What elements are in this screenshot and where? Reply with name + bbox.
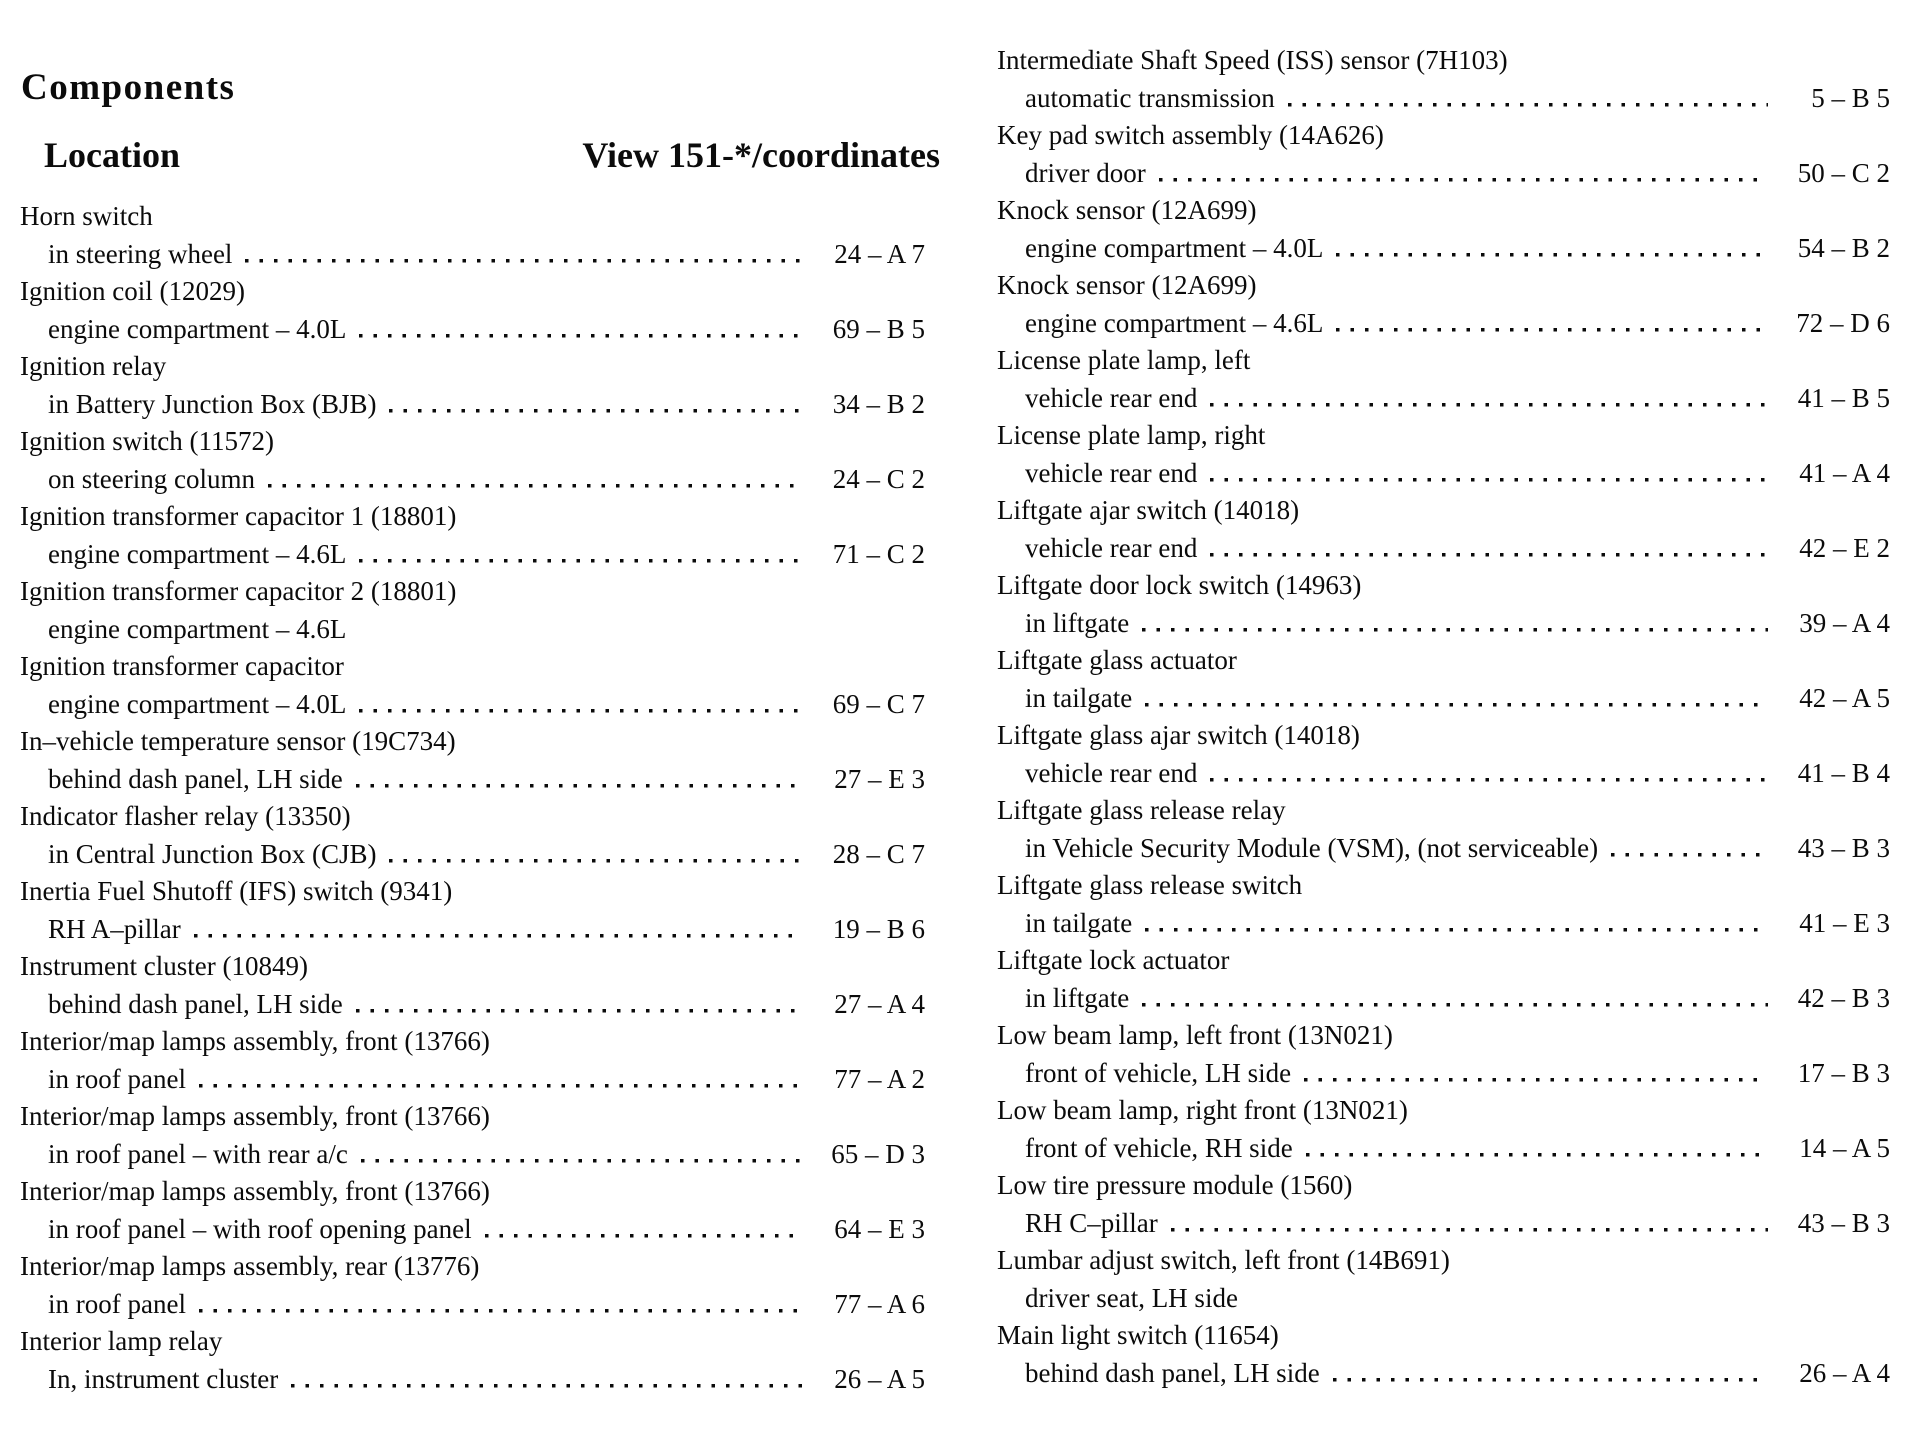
component-location-row <box>20 461 925 499</box>
component-location-row <box>997 1355 1890 1393</box>
component-entry <box>997 567 1890 642</box>
component-location: vehicle rear end <box>1025 382 1198 413</box>
component-location-row <box>997 80 1890 118</box>
component-location: engine compartment – 4.0L <box>48 313 347 344</box>
component-entry <box>997 792 1890 867</box>
component-entry <box>20 1023 925 1098</box>
component-entry <box>20 798 925 873</box>
dotted-leader <box>1288 85 1768 106</box>
component-location-row <box>20 386 925 424</box>
component-name: Low beam lamp, right front (13N021) <box>997 1095 1408 1125</box>
component-location: behind dash panel, LH side <box>48 763 343 794</box>
component-name: Liftgate glass actuator <box>997 645 1237 675</box>
component-coordinate: 26 – A 5 <box>834 1363 925 1394</box>
component-location: vehicle rear end <box>1025 532 1198 563</box>
component-location: engine compartment – 4.6L <box>1025 307 1324 338</box>
column-headers-row <box>44 134 940 176</box>
component-location: front of vehicle, RH side <box>1025 1132 1293 1163</box>
component-location-row <box>20 836 925 874</box>
component-coordinate: 50 – C 2 <box>1797 157 1890 188</box>
component-entry <box>997 42 1890 117</box>
component-name: Lumbar adjust switch, left front (14B691) <box>997 1245 1450 1275</box>
component-location: driver door <box>1025 157 1146 188</box>
component-entry <box>997 267 1890 342</box>
component-location: engine compartment – 4.0L <box>48 688 347 719</box>
component-name: Liftgate glass release relay <box>997 795 1286 825</box>
component-name: Liftgate lock actuator <box>997 945 1230 975</box>
component-coordinate: 17 – B 3 <box>1797 1057 1890 1088</box>
component-coordinate: 77 – A 6 <box>834 1288 925 1319</box>
component-name: Ignition coil (12029) <box>20 276 245 306</box>
component-entry <box>997 1017 1890 1092</box>
component-name: Inertia Fuel Shutoff (IFS) switch (9341) <box>20 876 453 906</box>
component-location-row <box>997 305 1890 343</box>
dotted-leader <box>1611 835 1768 856</box>
component-name: Liftgate door lock switch (14963) <box>997 570 1362 600</box>
dotted-leader <box>1171 1210 1768 1231</box>
component-location: in roof panel – with roof opening panel <box>48 1213 472 1244</box>
component-coordinate: 41 – B 5 <box>1797 382 1890 413</box>
component-location-row <box>20 1361 925 1399</box>
component-location-row <box>997 380 1890 418</box>
component-entry <box>997 717 1890 792</box>
component-location-row <box>20 311 925 349</box>
view-coordinates-heading: View 151-*/coordinates <box>582 135 940 175</box>
component-entry <box>20 723 925 798</box>
component-entry <box>20 1323 925 1398</box>
dotted-leader <box>194 916 803 937</box>
dotted-leader <box>1333 1360 1768 1381</box>
component-location-row <box>997 230 1890 268</box>
component-location-row <box>20 1136 925 1174</box>
component-entry <box>20 423 925 498</box>
component-name: Ignition transformer capacitor 1 (18801) <box>20 501 457 531</box>
component-entry <box>20 1173 925 1248</box>
dotted-leader <box>1142 985 1768 1006</box>
component-coordinate: 34 – B 2 <box>832 388 925 419</box>
component-location: automatic transmission <box>1025 82 1275 113</box>
dotted-leader <box>356 766 803 787</box>
component-name: Liftgate glass ajar switch (14018) <box>997 720 1360 750</box>
component-name: Interior/map lamps assembly, front (13766) <box>20 1026 490 1056</box>
dotted-leader <box>199 1066 803 1087</box>
component-location: in Battery Junction Box (BJB) <box>48 388 377 419</box>
component-location: behind dash panel, LH side <box>48 988 343 1019</box>
component-entry <box>997 492 1890 567</box>
dotted-leader <box>359 691 803 712</box>
component-entry <box>20 648 925 723</box>
component-location: in liftgate <box>1025 982 1130 1013</box>
component-coordinate: 27 – A 4 <box>834 988 925 1019</box>
component-entry <box>997 942 1890 1017</box>
dotted-leader <box>1210 385 1768 406</box>
component-name: Low tire pressure module (1560) <box>997 1170 1353 1200</box>
component-location-row <box>997 455 1890 493</box>
component-name: Ignition relay <box>20 351 167 381</box>
location-heading: Location <box>44 135 181 175</box>
component-location-row <box>997 755 1890 793</box>
component-entry <box>997 867 1890 942</box>
component-location-row <box>997 530 1890 568</box>
component-entry <box>997 1317 1890 1392</box>
dotted-leader <box>291 1366 803 1387</box>
component-location-row <box>20 986 925 1024</box>
component-location: behind dash panel, LH side <box>1025 1357 1320 1388</box>
component-location-row <box>20 236 925 274</box>
component-location-row <box>20 611 925 649</box>
component-name: Interior/map lamps assembly, front (13766) <box>20 1101 490 1131</box>
component-location-row <box>997 1280 1890 1318</box>
component-entry <box>20 1098 925 1173</box>
component-name: Liftgate ajar switch (14018) <box>997 495 1300 525</box>
component-location-row <box>20 761 925 799</box>
component-entry <box>20 498 925 573</box>
component-name: License plate lamp, right <box>997 420 1266 450</box>
component-coordinate: 42 – E 2 <box>1799 532 1890 563</box>
component-entry <box>20 1248 925 1323</box>
component-location-row <box>997 980 1890 1018</box>
component-coordinate: 5 – B 5 <box>1811 82 1890 113</box>
component-location: vehicle rear end <box>1025 457 1198 488</box>
component-name: Knock sensor (12A699) <box>997 195 1257 225</box>
component-name: Low beam lamp, left front (13N021) <box>997 1020 1393 1050</box>
component-coordinate: 71 – C 2 <box>832 538 925 569</box>
component-name: License plate lamp, left <box>997 345 1251 375</box>
component-coordinate: 65 – D 3 <box>831 1138 925 1169</box>
component-coordinate: 41 – A 4 <box>1799 457 1890 488</box>
dotted-leader <box>1159 160 1768 181</box>
component-name: Ignition transformer capacitor <box>20 651 344 681</box>
component-location: vehicle rear end <box>1025 757 1198 788</box>
component-location: in roof panel <box>48 1288 186 1319</box>
dotted-leader <box>1336 310 1768 331</box>
component-location: engine compartment – 4.6L <box>48 538 347 569</box>
component-location: engine compartment – 4.6L <box>48 613 347 644</box>
component-name: Horn switch <box>20 201 153 231</box>
component-name: In–vehicle temperature sensor (19C734) <box>20 726 456 756</box>
dotted-leader <box>1210 460 1768 481</box>
dotted-leader <box>268 466 803 487</box>
component-coordinate: 42 – B 3 <box>1797 982 1890 1013</box>
component-entry <box>20 948 925 1023</box>
component-name: Ignition transformer capacitor 2 (18801) <box>20 576 457 606</box>
component-name: Ignition switch (11572) <box>20 426 274 456</box>
component-coordinate: 69 – B 5 <box>832 313 925 344</box>
component-coordinate: 28 – C 7 <box>832 838 925 869</box>
component-location: in tailgate <box>1025 907 1133 938</box>
component-location: in Vehicle Security Module (VSM), (not serviceable) <box>1025 832 1599 863</box>
component-entry <box>997 642 1890 717</box>
dotted-leader <box>1145 910 1768 931</box>
component-coordinate: 43 – B 3 <box>1797 1207 1890 1238</box>
component-name: Main light switch (11654) <box>997 1320 1279 1350</box>
component-name: Interior lamp relay <box>20 1326 223 1356</box>
component-entry <box>997 1242 1890 1317</box>
component-location: in roof panel – with rear a/c <box>48 1138 348 1169</box>
component-coordinate: 69 – C 7 <box>832 688 925 719</box>
component-location-row <box>20 1286 925 1324</box>
dotted-leader <box>359 316 803 337</box>
component-entry <box>20 273 925 348</box>
dotted-leader <box>1306 1135 1768 1156</box>
component-location-row <box>20 1211 925 1249</box>
dotted-leader <box>1304 1060 1768 1081</box>
component-location: in Central Junction Box (CJB) <box>48 838 377 869</box>
component-name: Instrument cluster (10849) <box>20 951 308 981</box>
component-coordinate: 19 – B 6 <box>832 913 925 944</box>
component-entry <box>997 1167 1890 1242</box>
component-location: in liftgate <box>1025 607 1130 638</box>
dotted-leader <box>485 1216 803 1237</box>
component-name: Interior/map lamps assembly, rear (13776) <box>20 1251 480 1281</box>
dotted-leader <box>356 991 803 1012</box>
dotted-leader <box>361 1141 803 1162</box>
component-location: driver seat, LH side <box>1025 1282 1238 1313</box>
component-location: RH C–pillar <box>1025 1207 1158 1238</box>
component-location-row <box>997 830 1890 868</box>
component-location: in roof panel <box>48 1063 186 1094</box>
dotted-leader <box>1210 760 1768 781</box>
component-location-row <box>997 155 1890 193</box>
component-entry <box>997 417 1890 492</box>
component-location: engine compartment – 4.0L <box>1025 232 1324 263</box>
component-name: Indicator flasher relay (13350) <box>20 801 351 831</box>
component-coordinate: 39 – A 4 <box>1799 607 1890 638</box>
component-entry <box>997 117 1890 192</box>
component-coordinate: 54 – B 2 <box>1797 232 1890 263</box>
component-coordinate: 41 – B 4 <box>1797 757 1890 788</box>
component-entry <box>20 348 925 423</box>
component-location-row <box>20 686 925 724</box>
component-entry <box>20 873 925 948</box>
component-location-row <box>997 680 1890 718</box>
components-heading: Components <box>21 67 236 108</box>
dotted-leader <box>1145 685 1768 706</box>
component-location-row <box>997 1205 1890 1243</box>
component-location-row <box>20 1061 925 1099</box>
component-coordinate: 41 – E 3 <box>1799 907 1890 938</box>
component-location-row <box>20 911 925 949</box>
component-coordinate: 27 – E 3 <box>834 763 925 794</box>
component-location-row <box>20 536 925 574</box>
component-location: in tailgate <box>1025 682 1133 713</box>
component-coordinate: 43 – B 3 <box>1797 832 1890 863</box>
dotted-leader <box>1336 235 1768 256</box>
component-entry <box>20 573 925 648</box>
dotted-leader <box>389 841 803 862</box>
dotted-leader <box>245 241 803 262</box>
component-location: In, instrument cluster <box>48 1363 279 1394</box>
dotted-leader <box>1210 535 1768 556</box>
component-coordinate: 14 – A 5 <box>1799 1132 1890 1163</box>
component-coordinate: 24 – A 7 <box>834 238 925 269</box>
component-entry <box>997 1092 1890 1167</box>
component-name: Liftgate glass release switch <box>997 870 1303 900</box>
component-coordinate: 42 – A 5 <box>1799 682 1890 713</box>
component-coordinate: 26 – A 4 <box>1799 1357 1890 1388</box>
component-coordinate: 64 – E 3 <box>834 1213 925 1244</box>
component-name: Interior/map lamps assembly, front (13766) <box>20 1176 490 1206</box>
component-coordinate: 24 – C 2 <box>832 463 925 494</box>
component-location: RH A–pillar <box>48 913 181 944</box>
component-location-row <box>997 1130 1890 1168</box>
left-index-column <box>20 198 925 1398</box>
dotted-leader <box>199 1291 803 1312</box>
component-name: Knock sensor (12A699) <box>997 270 1257 300</box>
component-entry <box>20 198 925 273</box>
component-coordinate: 77 – A 2 <box>834 1063 925 1094</box>
right-index-column <box>997 42 1890 1392</box>
component-coordinate: 72 – D 6 <box>1796 307 1890 338</box>
dotted-leader <box>1142 610 1768 631</box>
component-location-row <box>997 905 1890 943</box>
component-location-row <box>997 1055 1890 1093</box>
component-entry <box>997 342 1890 417</box>
component-entry <box>997 192 1890 267</box>
component-location: on steering column <box>48 463 255 494</box>
component-name: Key pad switch assembly (14A626) <box>997 120 1384 150</box>
component-location: in steering wheel <box>48 238 233 269</box>
dotted-leader <box>359 541 803 562</box>
dotted-leader <box>389 391 803 412</box>
component-location: front of vehicle, LH side <box>1025 1057 1292 1088</box>
component-name: Intermediate Shaft Speed (ISS) sensor (7H103) <box>997 45 1508 75</box>
component-location-row <box>997 605 1890 643</box>
